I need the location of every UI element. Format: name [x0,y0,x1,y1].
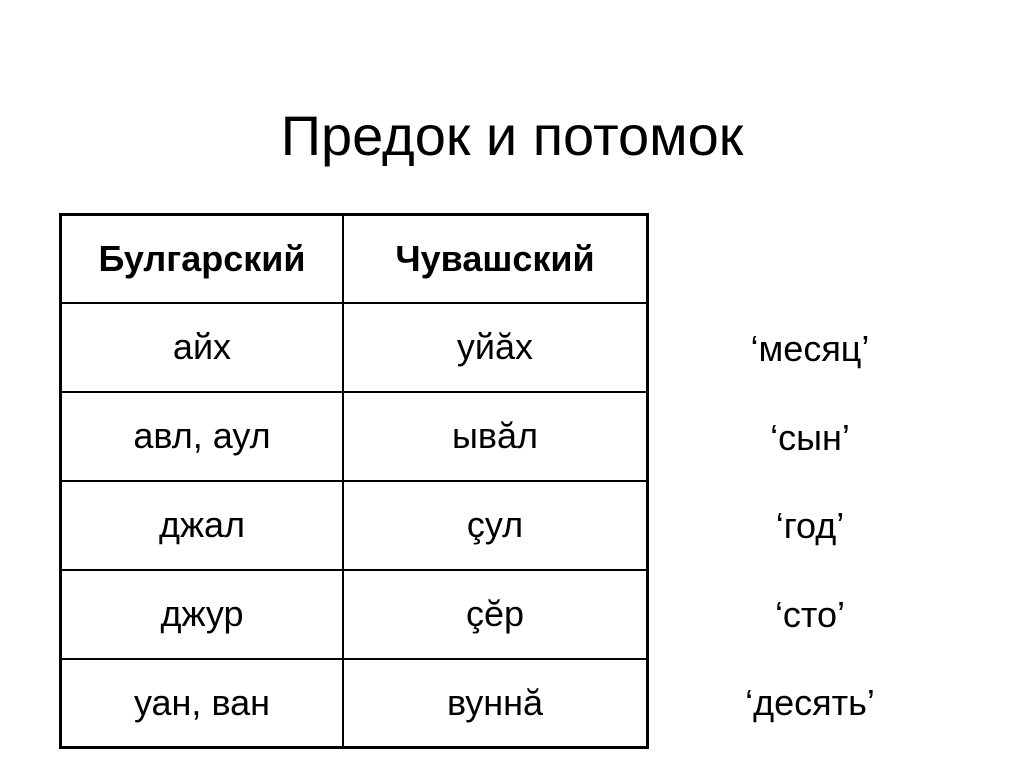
gloss-label: ‘десять’ [745,682,875,723]
table-row [62,392,646,481]
comparison-table [62,216,646,746]
table-header-row [62,216,646,303]
gloss-label: ‘сын’ [770,416,850,458]
cell-bulgar: айх [62,303,343,392]
cell-chuvash: вуннă [343,659,646,746]
cell-bulgar: авл, аул [62,392,343,481]
cell-bulgar: джал [62,481,343,570]
gloss-label: ‘сто’ [774,593,846,635]
cell-chuvash: çул [343,481,646,570]
table-row [62,303,646,392]
header-bulgar: Булгарский [62,216,343,303]
table-row [62,570,646,659]
table-row [62,659,646,746]
header-chuvash: Чувашский [343,216,646,303]
cell-chuvash: ывăл [343,392,646,481]
slide-title: Предок и потомок [280,103,744,167]
cell-bulgar: джур [62,570,343,659]
cell-chuvash: уйăх [343,303,646,392]
gloss-list [680,305,940,748]
table-row [62,481,646,570]
comparison-table-frame [59,213,649,749]
gloss-label: ‘год’ [775,505,845,546]
cell-chuvash: çĕр [343,570,646,659]
gloss-label: ‘месяц’ [750,328,870,369]
cell-bulgar: уан, ван [62,659,343,746]
